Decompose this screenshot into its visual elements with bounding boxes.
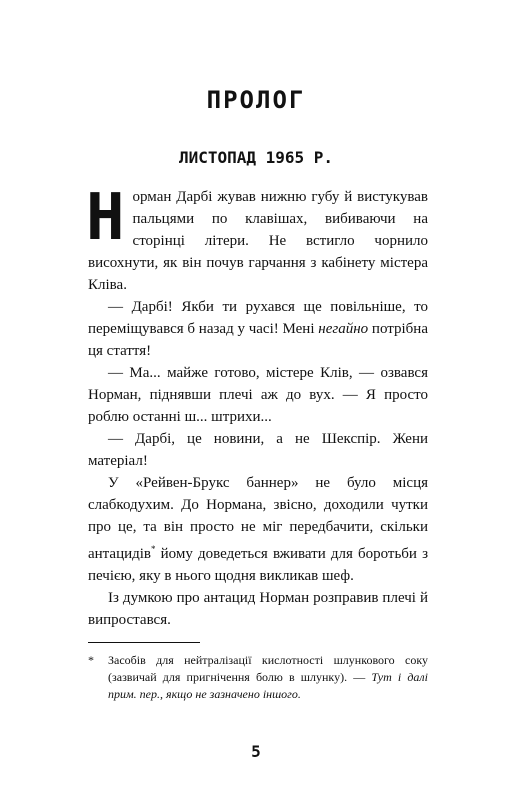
- paragraph-5-text-b: йому доведеться вживати для боротьби з печією, яку в нього щодня викликав шеф.: [88, 546, 428, 584]
- page-number: 5: [251, 742, 261, 761]
- chapter-body: [86, 181, 428, 631]
- paragraph-2: [88, 296, 428, 362]
- chapter-date: ЛИСТОПАД 1965 Р.: [178, 148, 334, 167]
- footnote-text: Засобів для нейтралізації кислотності шлункового соку (зазвичай для пригнічення болю в шлунку). —: [108, 653, 428, 684]
- paragraph-2-text-a: — Дарбі! Якби ти рухався ще повільніше, то переміщувався б назад у часі! Мені: [88, 299, 428, 337]
- paragraph-1-text: орман Дарбі жував нижню губу й вистукував пальцями по клавішах, вибиваючи на сторінці літери. Не встигло чорнило висохнути, як він почув гарчання з кабінету містера Кліва.: [88, 189, 428, 293]
- footnote-emphasis: Тут і далі прим. пер., якщо не зазначено іншого.: [108, 670, 428, 701]
- paragraph-5-text-a: У «Рейвен-Брукс баннер» не було місця слабкодухим. До Нормана, звісно, доходили чутки про це, та він просто не міг передбачити, скільки антацидів: [88, 475, 428, 562]
- footnote-divider: [88, 642, 200, 643]
- paragraph-3: — Ма... майже готово, містере Клів, — озвався Норман, піднявши плечі аж до вух. — Я просто роблю останні ш... штрихи...: [88, 365, 428, 425]
- footnote-reference: *: [151, 544, 156, 554]
- paragraph-5: [88, 472, 428, 587]
- paragraph-6: Із думкою про антацид Норман розправив плечі й випростався.: [88, 590, 428, 628]
- paragraph-4: — Дарбі, це новини, а не Шекспір. Жени матеріал!: [88, 431, 428, 469]
- paragraph-1: [86, 181, 428, 296]
- footnote: [88, 652, 428, 703]
- drop-cap: Н: [86, 181, 125, 255]
- paragraph-2-emphasis: негайно: [318, 321, 369, 337]
- footnote-mark: *: [88, 653, 94, 667]
- paragraph-2-text-b: потрібна ця стаття!: [88, 321, 428, 359]
- chapter-title: ПРОЛОГ: [206, 86, 306, 114]
